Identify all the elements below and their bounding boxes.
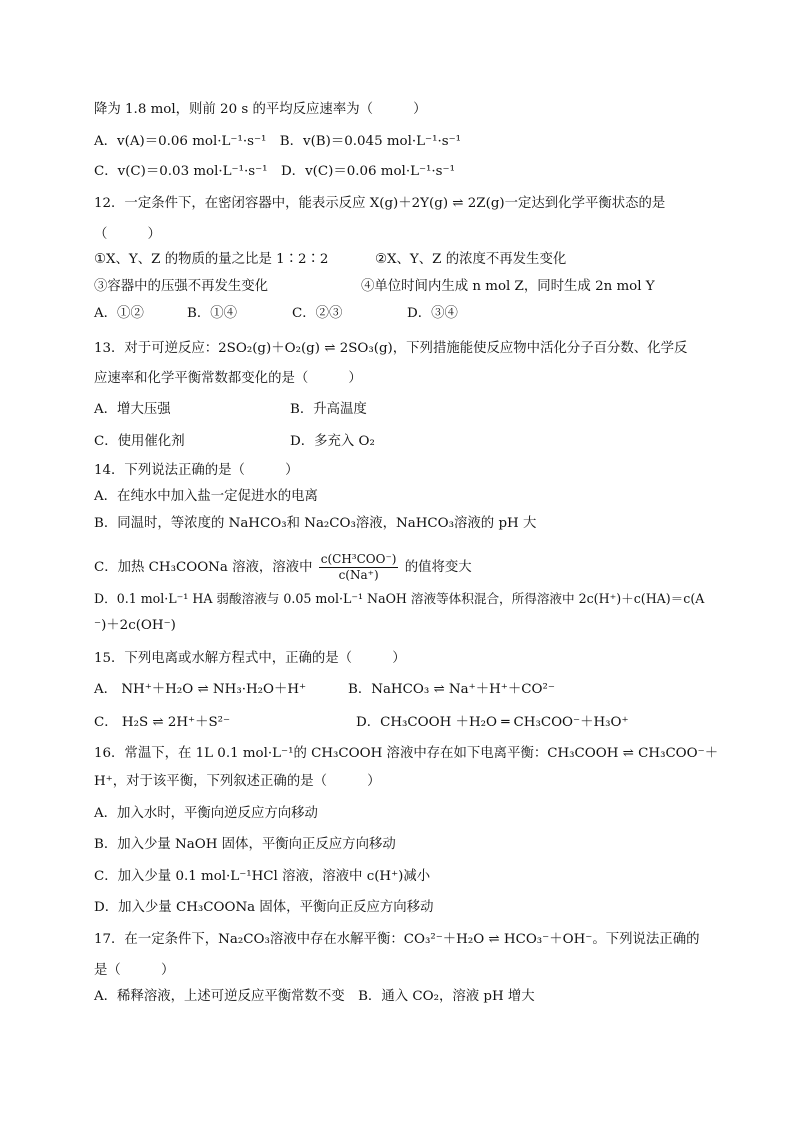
q12-statement-3: ③容器中的压强不再发生变化 bbox=[94, 279, 269, 294]
q17-options-ab: A．稀释溶液，上述可逆反应平衡常数不变 B．通入 CO₂，溶液 pH 增大 bbox=[94, 989, 535, 1004]
q16-stem-line2: H⁺，对于该平衡，下列叙述正确的是（ ） bbox=[94, 774, 381, 789]
q11-stem-tail: 降为 1.8 mol，则前 20 s 的平均反应速率为（ ） bbox=[94, 102, 427, 117]
q15-options-row2 bbox=[94, 714, 629, 732]
q15-option-b: B．NaHCO₃ ⇌ Na⁺＋H⁺＋CO²⁻ bbox=[348, 682, 555, 697]
q14-option-b: B．同温时，等浓度的 NaHCO₃和 Na₂CO₃溶液，NaHCO₃溶液的 pH 大 bbox=[94, 516, 537, 531]
q14-fraction bbox=[319, 552, 399, 583]
q14-option-a: A．在纯水中加入盐一定促进水的电离 bbox=[94, 489, 318, 504]
q15-option-c: C． H₂S ⇌ 2H⁺＋S²⁻ bbox=[94, 715, 231, 730]
q14-option-d-line1: D．0.1 mol·L⁻¹ HA 弱酸溶液与 0.05 mol·L⁻¹ NaOH 溶液等体积混合，所得溶液中 2c(H⁺)＋c(HA)＝c(A bbox=[94, 591, 705, 606]
q17-stem-line2: 是（ ） bbox=[94, 963, 175, 978]
q14-fraction-denominator: c(Na⁺) bbox=[338, 568, 379, 582]
q15-option-d: D．CH₃COOH ＋H₂O ═ CH₃COO⁻＋H₃O⁺ bbox=[356, 715, 629, 730]
q13-option-c: C．使用催化剂 bbox=[94, 434, 185, 449]
q12-statements-row1 bbox=[94, 251, 567, 269]
q12-statement-2: ②X、Y、Z 的浓度不再发生变化 bbox=[375, 252, 567, 267]
q13-option-b: B．升高温度 bbox=[290, 402, 367, 417]
q14-option-d-line2: ⁻)＋2c(OH⁻) bbox=[94, 618, 176, 633]
q14-option-c-post: 的值将变大 bbox=[404, 560, 472, 575]
q13-options-row1 bbox=[94, 401, 367, 419]
q12-options bbox=[94, 305, 458, 323]
q16-option-a: A．加入水时，平衡向逆反应方向移动 bbox=[94, 806, 318, 821]
q16-option-c: C．加入少量 0.1 mol·L⁻¹HCl 溶液，溶液中 c(H⁺)减小 bbox=[94, 869, 431, 884]
q14-stem: 14．下列说法正确的是（ ） bbox=[94, 463, 299, 478]
q11-options-cd: C．v(C)＝0.03 mol·L⁻¹·s⁻¹ D．v(C)＝0.06 mol·L⁻¹·s⁻¹ bbox=[94, 164, 455, 179]
q12-stem: 12．一定条件下，在密闭容器中，能表示反应 X(g)＋2Y(g) ⇌ 2Z(g)一定达到化学平衡状态的是 bbox=[94, 196, 666, 211]
q17-stem-line1: 17．在一定条件下，Na₂CO₃溶液中存在水解平衡：CO₃²⁻＋H₂O ⇌ HCO₃⁻＋OH⁻。下列说法正确的 bbox=[94, 932, 700, 947]
q15-stem: 15．下列电离或水解方程式中，正确的是（ ） bbox=[94, 651, 406, 666]
q13-stem-line1: 13．对于可逆反应：2SO₂(g)＋O₂(g) ⇌ 2SO₃(g)，下列措施能使反应物中活化分子百分数、化学反 bbox=[94, 341, 688, 356]
q13-option-d: D．多充入 O₂ bbox=[290, 434, 375, 449]
q16-option-d: D．加入少量 CH₃COONa 固体，平衡向正反应方向移动 bbox=[94, 900, 434, 915]
q12-statement-1: ①X、Y、Z 的物质的量之比是 1∶2∶2 bbox=[94, 252, 329, 267]
q16-stem-line1: 16．常温下，在 1L 0.1 mol·L⁻¹的 CH₃COOH 溶液中存在如下电离平衡：CH₃COOH ⇌ CH₃COO⁻＋ bbox=[94, 746, 719, 761]
q15-options-row1 bbox=[94, 681, 555, 699]
q14-fraction-numerator: c(CH³COO⁻) bbox=[320, 552, 397, 566]
q16-option-b: B．加入少量 NaOH 固体，平衡向正反应方向移动 bbox=[94, 837, 396, 852]
q14-option-c bbox=[94, 552, 472, 583]
q12-statements-row2 bbox=[94, 278, 655, 296]
q15-option-a: A． NH⁺＋H₂O ⇌ NH₃·H₂O＋H⁺ bbox=[94, 682, 307, 697]
q12-option-d: D．③④ bbox=[407, 306, 458, 321]
q11-options-ab: A．v(A)＝0.06 mol·L⁻¹·s⁻¹ B．v(B)＝0.045 mol·L⁻¹·s⁻¹ bbox=[94, 134, 462, 149]
q14-option-c-pre: C．加热 CH₃COONa 溶液，溶液中 bbox=[94, 560, 313, 575]
q12-option-a: A．①② bbox=[94, 306, 144, 321]
q13-stem-line2: 应速率和化学平衡常数都变化的是（ ） bbox=[94, 371, 362, 386]
q13-option-a: A．增大压强 bbox=[94, 402, 171, 417]
q12-option-b: B．①④ bbox=[187, 306, 238, 321]
q12-statement-4: ④单位时间内生成 n mol Z，同时生成 2n mol Y bbox=[361, 279, 655, 294]
q13-options-row2 bbox=[94, 433, 375, 451]
q12-paren: （ ） bbox=[94, 227, 161, 242]
q12-option-c: C．②③ bbox=[292, 306, 343, 321]
